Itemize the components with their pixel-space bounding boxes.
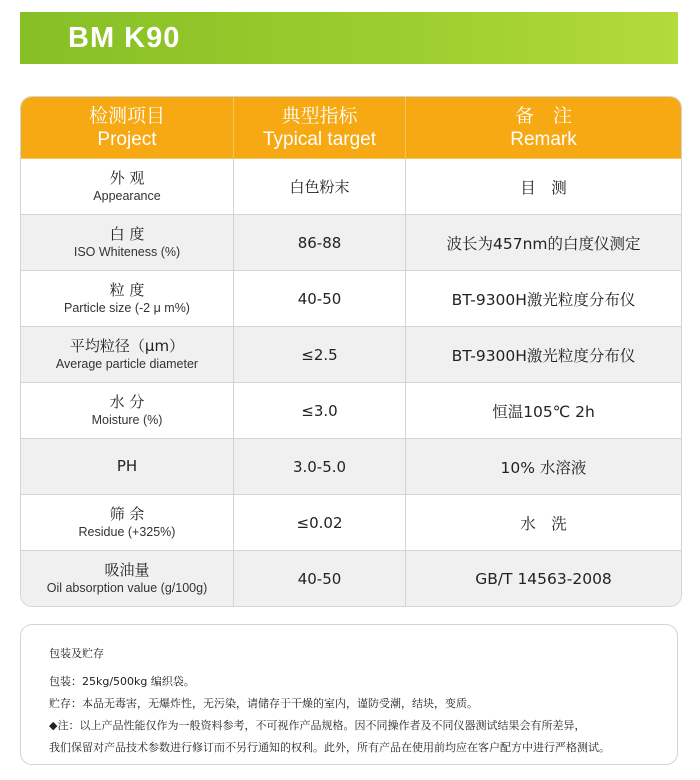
notes-heading: 包装及贮存 xyxy=(49,647,104,660)
header-remark xyxy=(406,97,681,159)
typical-value: ≤3.0 xyxy=(234,383,406,439)
remark-value: BT-9300H激光粒度分布仪 xyxy=(406,271,681,327)
table-header-row xyxy=(21,97,681,159)
remark-value: 波长为457nm的白度仪测定 xyxy=(406,215,681,271)
header-target-cn: 典型指标 xyxy=(281,104,358,127)
project-name-cn: 平均粒径（μm） xyxy=(69,337,185,355)
project-name-cn: 外 观 xyxy=(109,169,145,187)
remark-value: 目 测 xyxy=(406,159,681,215)
header-project xyxy=(21,97,234,159)
project-name-cn: 水 分 xyxy=(109,393,145,411)
project-name-cn: 吸油量 xyxy=(104,561,150,579)
table-row-appearance xyxy=(21,159,681,215)
project-cell xyxy=(21,439,234,495)
header-project-cn: 检测项目 xyxy=(88,104,165,127)
project-name-en: Particle size (-2 μ m%) xyxy=(64,301,190,315)
project-cell xyxy=(21,271,234,327)
table-row-whiteness xyxy=(21,215,681,271)
header-remark-en: Remark xyxy=(510,128,577,150)
packaging-note: 包装：25kg/500kg 编织袋。 xyxy=(49,675,195,688)
header-remark-cn: 备 注 xyxy=(514,104,572,127)
typical-value: 白色粉末 xyxy=(234,159,406,215)
storage-note: 贮存：本品无毒害，无爆炸性，无污染，请储存于干燥的室内，谨防受潮，结块，变质。 xyxy=(49,697,478,710)
typical-value: ≤2.5 xyxy=(234,327,406,383)
project-name-en: ISO Whiteness (%) xyxy=(73,245,181,259)
project-cell xyxy=(21,215,234,271)
table-row-moisture xyxy=(21,383,681,439)
typical-value: 40-50 xyxy=(234,271,406,327)
remark-value: BT-9300H激光粒度分布仪 xyxy=(406,327,681,383)
remark-value: 10% 水溶液 xyxy=(406,439,681,495)
table-row-average-particle xyxy=(21,327,681,383)
typical-value: 86-88 xyxy=(234,215,406,271)
project-name-en: Oil absorption value (g/100g) xyxy=(46,581,208,595)
typical-value: 40-50 xyxy=(234,551,406,606)
disclaimer-line-2: 我们保留对产品技术参数进行修订而不另行通知的权利。此外，所有产品在使用前均应在客户配方中进行严格测试。 xyxy=(49,741,610,754)
notes-box xyxy=(20,624,678,765)
table-row-particle-size xyxy=(21,271,681,327)
table-row-residue xyxy=(21,495,681,551)
project-name-en: Moisture (%) xyxy=(91,413,163,427)
project-name-en: Residue (+325%) xyxy=(78,525,176,539)
header-typical-target xyxy=(234,97,406,159)
header-target-en: Typical target xyxy=(263,128,376,150)
project-name-cn: PH xyxy=(116,457,138,475)
remark-value: GB/T 14563-2008 xyxy=(406,551,681,606)
remark-value: 水 洗 xyxy=(406,495,681,551)
typical-value: ≤0.02 xyxy=(234,495,406,551)
project-cell xyxy=(21,383,234,439)
typical-value: 3.0-5.0 xyxy=(234,439,406,495)
project-name-cn: 粒 度 xyxy=(109,281,145,299)
header-project-en: Project xyxy=(97,128,157,150)
product-title-bar xyxy=(20,12,678,64)
remark-value: 恒温105℃ 2h xyxy=(406,383,681,439)
project-cell xyxy=(21,159,234,215)
project-name-en: Average particle diameter xyxy=(55,357,199,371)
project-cell xyxy=(21,327,234,383)
table-row-ph xyxy=(21,439,681,495)
project-cell xyxy=(21,495,234,551)
table-row-oil-absorption xyxy=(21,551,681,606)
project-name-cn: 白 度 xyxy=(109,225,145,243)
project-cell xyxy=(21,551,234,606)
product-title: BM K90 xyxy=(68,21,181,54)
spec-table xyxy=(20,96,682,607)
project-name-cn: 筛 余 xyxy=(109,505,145,523)
project-name-en: Appearance xyxy=(93,189,161,203)
disclaimer-line-1: ◆注：以上产品性能仅作为一般资料参考，不可视作产品规格。因不同操作者及不同仪器测试结果会有所差异， xyxy=(49,719,586,732)
